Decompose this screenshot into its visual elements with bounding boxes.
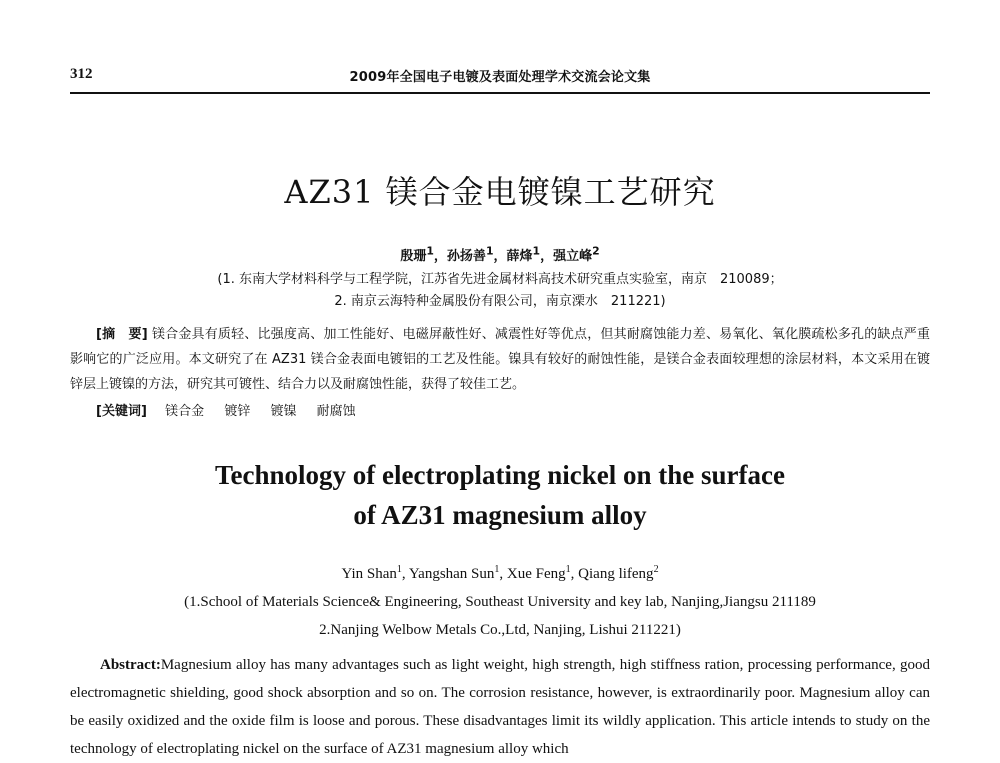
title-en-line-2: of AZ31 magnesium alloy	[353, 500, 647, 530]
author-en: Yangshan Sun	[408, 566, 495, 582]
author-cn: 强立峰	[553, 249, 593, 264]
abstract-cn-text: 镁合金具有质轻、比强度高、加工性能好、电磁屏蔽性好、减震性好等优点，但其耐腐蚀能力差、易氧化、氧化膜疏松多孔的缺点严重影响它的广泛应用。本文研究了在 AZ31 镁合金表面电镀铝的工艺及性能。镍具有较好的耐蚀性能，是镁合金表面较理想的涂层材料，本文采用在镀锌层上镀镍的方法，研究其可镀性、结合力以及耐腐蚀性能，获得了较佳工艺。	[70, 327, 930, 392]
author-en-affil-mark: 1	[565, 564, 571, 575]
abstract-english	[70, 651, 930, 763]
author-en-affil-mark: 1	[396, 564, 402, 575]
author-cn-affil-mark: 2	[592, 244, 600, 258]
author-separator: ,	[499, 566, 507, 582]
author-en-affil-mark: 2	[653, 564, 659, 575]
author-cn-affil-mark: 1	[485, 244, 494, 258]
author-en: Xue Feng	[506, 566, 566, 582]
affiliation-cn-1: (1. 东南大学材料科学与工程学院，江苏省先进金属材料高技术研究重点实验室，南京 210089；	[217, 272, 783, 287]
author-separator: ,	[570, 566, 579, 582]
page-number: 312	[70, 66, 93, 82]
title-en-line-1: Technology of electroplating nickel on the surface	[215, 460, 785, 490]
proceedings-title: 2009年全国电子电镀及表面处理学术交流会论文集	[349, 70, 651, 85]
keyword-item: 镀镍	[270, 404, 297, 419]
author-cn-affil-mark: 1	[426, 244, 434, 258]
author-en: Qiang lifeng	[578, 566, 654, 582]
abstract-chinese	[70, 322, 930, 397]
keyword-item: 镁合金	[165, 404, 205, 419]
keyword-item: 镀锌	[224, 404, 251, 419]
author-separator: ,	[401, 566, 409, 582]
running-header	[70, 58, 930, 94]
keywords-chinese	[96, 400, 930, 419]
authors-english	[70, 566, 930, 583]
author-cn-affil-mark: 1	[532, 244, 541, 258]
keywords-cn-label: [关键词]	[96, 404, 147, 419]
paper-title-chinese: AZ31 镁合金电镀镍工艺研究	[284, 173, 716, 212]
affiliation-en-1: (1.School of Materials Science& Engineering, Southeast University and key lab, Nanjing,Jiangsu 211189	[184, 594, 816, 610]
author-en-affil-mark: 1	[494, 564, 500, 575]
abstract-en-text: Magnesium alloy has many advantages such as light weight, high strength, high stiffness ration, processing performance, good electromagnetic shielding, good shock absorption and so on. The corrosion resistance, however, is extraordinarily poor. Magnesium alloy can be easily oxidized and the oxide film is loose and porous. These disadvantages limit its wildly application. This article intends to study on the technology of electroplating nickel on the surface of AZ31 magnesium alloy which	[70, 657, 930, 757]
affiliation-en-2: 2.Nanjing Welbow Metals Co.,Ltd, Nanjing, Lishui 211221)	[319, 622, 681, 638]
author-cn: 孙扬善	[446, 249, 486, 264]
keyword-item: 耐腐蚀	[316, 404, 356, 419]
paper-title-english	[70, 455, 930, 535]
abstract-cn-label: [摘 要]	[96, 327, 148, 342]
abstract-en-label: Abstract:	[100, 657, 161, 673]
author-en: Yin Shan	[341, 566, 397, 582]
authors-chinese: 殷珊$^1$，孙扬善$^1$，薛烽$^1$，强立峰$^2$	[400, 244, 600, 264]
author-cn: 殷珊	[400, 249, 427, 264]
author-cn: 薛烽	[506, 249, 533, 264]
affiliation-cn-2: 2. 南京云海特种金属股份有限公司，南京溧水 211221)	[334, 294, 666, 309]
